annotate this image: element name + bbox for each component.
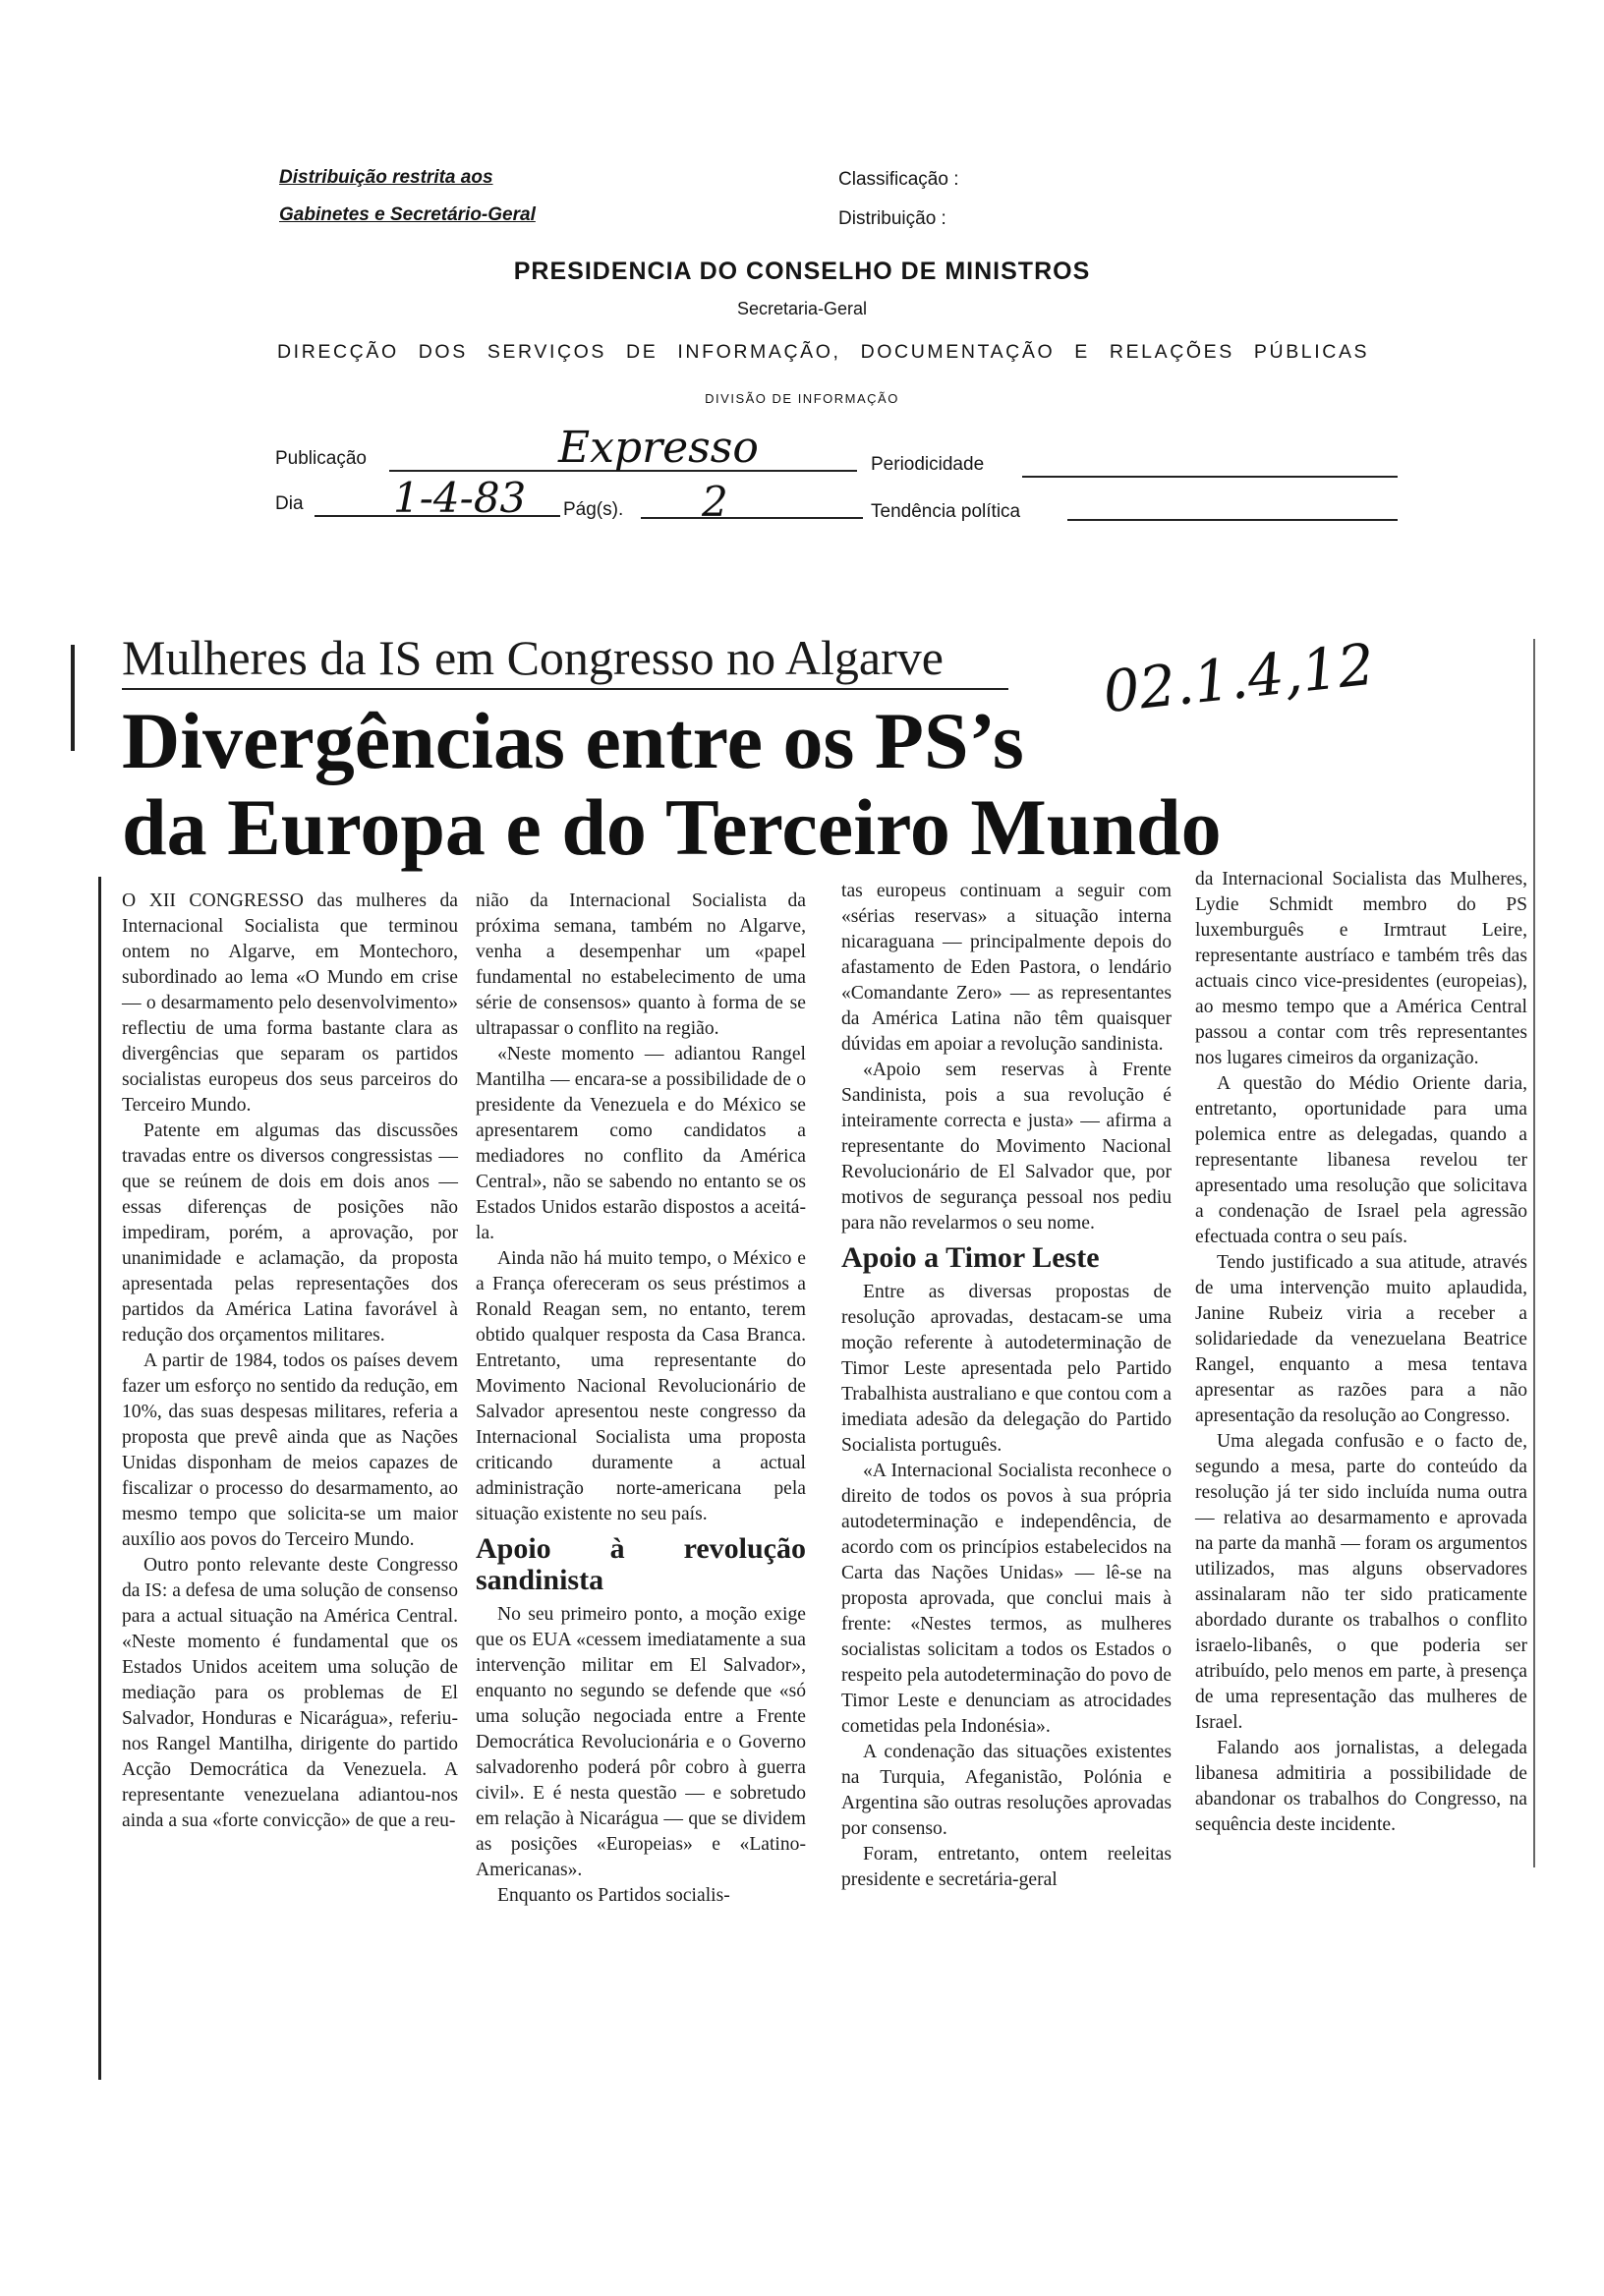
publicacao-value: Expresso [558,423,759,473]
distribuicao-label: Distribuição : [838,208,946,229]
paragraph: tas europeus continuam a seguir com «sérias reservas» a situação interna nicaraguana — principalmente depois do afastamento de Eden Pastora, o lendário «Comandante Zero» — as representantes da América Latina não têm quaisquer dúvidas em apoiar a revolução sandinista. [841,881,1172,1055]
paragraph: Entre as diversas propostas de resolução aprovadas, destacam-se uma moção referente à autodeterminação de Timor Leste apresentada pelo Partido Trabalhista australiano e que contou com a imediata adesão da delegação do Partido Socialista português. [841,1282,1172,1456]
handwritten-reference: 02.1.4,12 [1100,630,1378,726]
subheading-sandinista: Apoio à revolução sandinista [476,1532,806,1596]
publicacao-label: Publicação [275,448,367,469]
article-kicker: Mulheres da IS em Congresso no Algarve [122,630,944,685]
article-column-4 [1195,867,1527,1838]
paragraph: A partir de 1984, todos os países devem fazer um esforço no sentido da redução, em 10%, das suas despesas militares, referia a proposta que prevê ainda que as Nações Unidas disponham de meios capazes de fiscalizar o processo do desarmamento, ao mesmo tempo que solicita-se um maior auxílio aos povos do Terceiro Mundo. [122,1350,458,1550]
paragraph: No seu primeiro ponto, a moção exige que os EUA «cessem imediatamente a sua intervenção militar em El Salvador», enquanto no segundo se defende que «só uma solução negociada entre a Frente Democrática Revolucionária e o Governo salvadorenho poderá pôr cobro à guerra civil». E é nesta questão — e sobretudo em relação à Nicarágua — que se dividem as posições «Europeias» e «Latino-Americanas». [476,1604,806,1880]
article-headline-line1: Divergências entre os PS’s [122,696,1024,785]
pag-value: 2 [702,478,728,526]
dia-value: 1-4-83 [393,474,527,522]
paragraph: O XII CONGRESSO das mulheres da Internacional Socialista que terminou ontem no Algarve, em Montechoro, subordinado ao lema «O Mundo em crise — o desarmamento pelo desenvolvimento» reflectiu de uma forma bastante clara as divergências que separam os partidos socialistas europeus dos seus parceiros do Terceiro Mundo. [122,890,458,1116]
tendencia-label: Tendência política [871,501,1021,522]
pag-line [641,517,863,519]
paragraph: Outro ponto relevante deste Congresso da IS: a defesa de uma solução de consenso para a actual situação na América Central. «Neste momento é fundamental que os Estados Unidos aceitem uma solução de mediação para os problemas de El Salvador, Honduras e Nicarágua», referiu-nos Rangel Mantilha, dirigente do partido Acção Democrática da Venezuela. A representante venezuelana adiantou-nos ainda a sua «forte convicção» de que a reu- [122,1555,458,1831]
paragraph: Ainda não há muito tempo, o México e a França ofereceram os seus préstimos a Ronald Reagan sem, no entanto, terem obtido qualquer resposta da Casa Branca. Entretanto, uma representante do Movimento Nacional Revolucionário de Salvador apresentou neste congresso da Internacional Socialista uma proposta criticando duramente a actual administração norte-americana pela situação existente no seu país. [476,1248,806,1524]
article-column-1 [122,889,458,1834]
periodicidade-line [1022,476,1398,478]
paragraph: «A Internacional Socialista reconhece o direito de todos os povos à sua própria autodeterminação e independência, de acordo com os princípios estabelecidos na Carta das Nações Unidas» — lê-se na proposta aprovada, que conclui mais à frente: «Nestes termos, as mulheres socialistas solicitam a todos os Estados o respeito pela autodeterminação do povo de Timor Leste e denunciam as atrocidades cometidas pela Indonésia». [841,1461,1172,1737]
classificacao-label: Classificação : [838,169,959,190]
pag-label: Pág(s). [563,499,624,520]
kicker-underline [122,688,1008,690]
restricted-distribution-line2: Gabinetes e Secretário-Geral [279,204,536,225]
restricted-distribution-line1: Distribuição restrita aos [279,167,493,188]
paragraph: Tendo justificado a sua atitude, através de uma intervenção muito aplaudida, Janine Rubeiz viria a receber a solidariedade da venezuelana Beatrice Rangel, enquanto a mesa tentava apresentar as razões para a não apresentação da resolução ao Congresso. [1195,1252,1527,1426]
paragraph: nião da Internacional Socialista da próxima semana, também no Algarve, venha a desempenhar um «papel fundamental no estabelecimento de uma série de consensos» quanto à forma de se ultrapassar o conflito na região. [476,890,806,1039]
direccao-servicos: DIRECÇÃO DOS SERVIÇOS DE INFORMAÇÃO, DOCUMENTAÇÃO E RELAÇÕES PÚBLICAS [277,341,1370,363]
subheading-timor: Apoio a Timor Leste [841,1241,1100,1274]
paragraph: da Internacional Socialista das Mulheres, Lydie Schmidt membro do PS luxemburguês e Irmtraut Leire, representante austríaco e também três das actuais cinco vice-presidentes (europeias), ao mesmo tempo que a América Central passou a contar com três representantes nos lugares cimeiros da organização. [1195,869,1527,1068]
periodicidade-label: Periodicidade [871,454,985,475]
article-column-2 [476,889,806,1909]
paragraph: A questão do Médio Oriente daria, entretanto, oportunidade para uma polemica entre as delegadas, quando a representante libanesa revelou ter apresentado uma resolução que solicitava a condenação de Israel pela agressão efectuada contra o seu país. [1195,1073,1527,1247]
paragraph: Patente em algumas das discussões travadas entre os diversos congressistas — que se reúnem de dois em dois anos — essas diferenças de posições não impediram, porém, a aprovação, por unanimidade e aclamação, da proposta apresentada pelas representações dos partidos da América Latina favorável à redução dos orçamentos militares. [122,1120,458,1346]
divisao-informacao: DIVISÃO DE INFORMAÇÃO [705,391,899,406]
clipping-right-rule [1533,639,1535,1867]
tendencia-line [1067,519,1398,521]
article-headline-line2: da Europa e do Terceiro Mundo [122,782,1222,872]
paragraph: Foram, entretanto, ontem reeleitas presidente e secretária-geral [841,1844,1172,1890]
paragraph: A condenação das situações existentes na Turquia, Afeganistão, Polónia e Argentina são outras resoluções aprovadas por consenso. [841,1742,1172,1839]
secretaria-geral: Secretaria-Geral [736,299,868,318]
clipping-margin-rule-bottom [98,877,101,2080]
dia-label: Dia [275,493,304,514]
paragraph: «Neste momento — adiantou Rangel Mantilha — encara-se a possibilidade de o presidente da Venezuela e do México se apresentarem como candidatos a mediadores no conflito da América Central», não se sabendo no entanto se os Estados Unidos estarão dispostos a aceitá-la. [476,1044,806,1243]
article-column-3 [841,879,1172,1893]
paragraph: Enquanto os Partidos socialis- [497,1885,730,1906]
org-title: PRESIDENCIA DO CONSELHO DE MINISTROS [513,258,1091,285]
paragraph: Falando aos jornalistas, a delegada libanesa admitiria a possibilidade de abandonar os trabalhos do Congresso, na sequência deste incidente. [1195,1738,1527,1835]
paragraph: «Apoio sem reservas à Frente Sandinista, pois a sua revolução é inteiramente correcta e justa» — afirma a representante do Movimento Nacional Revolucionário de El Salvador que, por motivos de segurança pessoal nos pediu para não revelarmos o seu nome. [841,1060,1172,1234]
paragraph: Uma alegada confusão e o facto de, segundo a mesa, parte do conteúdo da resolução já ter sido incluída numa outra — relativa ao desarmamento e aprovada na parte da manhã — foram os argumentos utilizados, mas alguns observadores assinalaram não ter sido praticamente abordado durante os trabalhos o conflito israelo-libanês, o que poderia ser atribuído, pelo menos em parte, à presença de uma representação das mulheres de Israel. [1195,1431,1527,1733]
clipping-margin-rule-top [71,645,75,751]
